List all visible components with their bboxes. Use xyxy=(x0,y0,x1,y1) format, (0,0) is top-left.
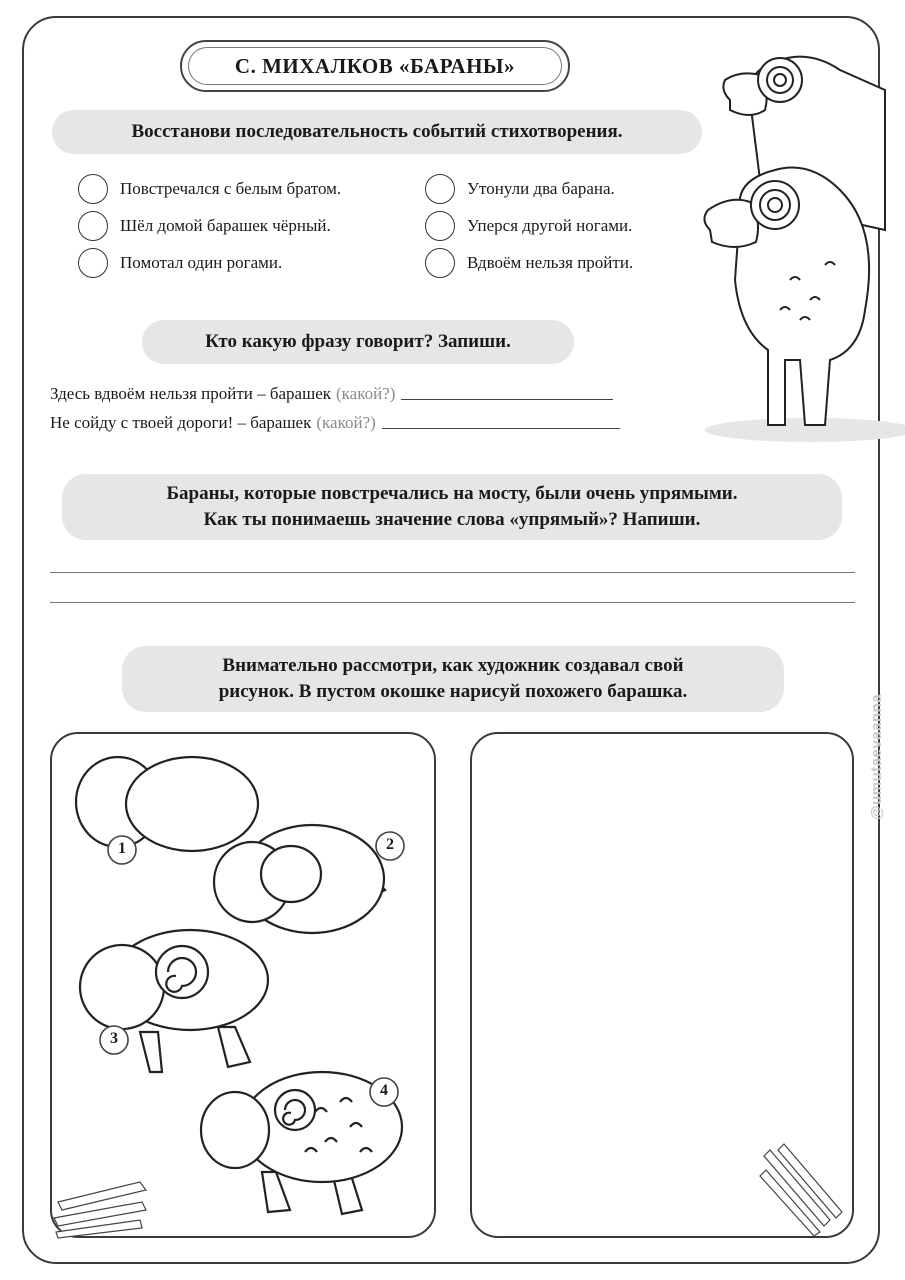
sequence-option[interactable] xyxy=(78,211,331,241)
step-number-4-text: 4 xyxy=(380,1082,388,1099)
phrase-row-1 xyxy=(50,384,613,404)
writing-line-2[interactable] xyxy=(50,602,855,603)
answer-circle[interactable] xyxy=(425,248,455,278)
answer-circle[interactable] xyxy=(425,211,455,241)
sequence-option[interactable] xyxy=(78,174,341,204)
answer-line[interactable] xyxy=(401,398,613,400)
phrase-text: Не сойду с твоей дороги! – барашек xyxy=(50,413,312,432)
sequence-option[interactable] xyxy=(425,248,633,278)
phrase-row-2 xyxy=(50,413,620,433)
pencils-icon xyxy=(760,1140,850,1240)
sequence-option[interactable] xyxy=(78,248,282,278)
answer-circle[interactable] xyxy=(78,174,108,204)
step-number-3-text: 3 xyxy=(110,1030,118,1047)
sheep-illustration xyxy=(690,30,890,450)
answer-line[interactable] xyxy=(382,427,620,429)
option-text: Шёл домой барашек чёрный. xyxy=(120,216,331,235)
task3-heading xyxy=(62,474,842,540)
task4-line1: Внимательно рассмотри, как художник создавал свой xyxy=(222,655,684,676)
option-text: Повстречался с белым братом. xyxy=(120,179,342,198)
phrase-hint: (какой?) xyxy=(316,413,376,432)
task3-line1: Бараны, которые повстречались на мосту, были очень упрямыми. xyxy=(166,483,738,504)
task2-heading xyxy=(142,320,574,364)
task2-heading-text: Кто какую фразу говорит? Запиши. xyxy=(205,331,511,352)
option-text: Уперся другой ногами. xyxy=(467,216,633,235)
step-number-2-text: 2 xyxy=(386,836,394,853)
page-title: С. МИХАЛКОВ «БАРАНЫ» xyxy=(234,53,516,78)
option-text: Вдвоём нельзя пройти. xyxy=(467,253,634,272)
answer-circle[interactable] xyxy=(78,211,108,241)
task1-heading xyxy=(52,110,702,154)
sequence-option[interactable] xyxy=(425,211,632,241)
title-pill xyxy=(180,40,570,92)
task1-heading-text: Восстанови последовательность событий стихотворения. xyxy=(131,121,623,142)
answer-circle[interactable] xyxy=(78,248,108,278)
sequence-option[interactable] xyxy=(425,174,615,204)
phrase-hint: (какой?) xyxy=(336,384,396,403)
option-text: Помотал один рогами. xyxy=(120,253,283,272)
task3-line2: Как ты понимаешь значение слова «упрямый»? Напиши. xyxy=(203,509,701,530)
phrase-text: Здесь вдвоём нельзя пройти – барашек xyxy=(50,384,331,403)
task4-heading xyxy=(122,646,784,712)
watermark: @umutaevaanna xyxy=(868,693,885,820)
task4-line2: рисунок. В пустом окошке нарисуй похожего барашка. xyxy=(218,681,688,702)
answer-circle[interactable] xyxy=(425,174,455,204)
writing-line-1[interactable] xyxy=(50,572,855,573)
drawing-steps-illustration xyxy=(50,732,436,1238)
option-text: Утонули два барана. xyxy=(467,179,615,198)
step-number-1-text: 1 xyxy=(118,840,126,857)
